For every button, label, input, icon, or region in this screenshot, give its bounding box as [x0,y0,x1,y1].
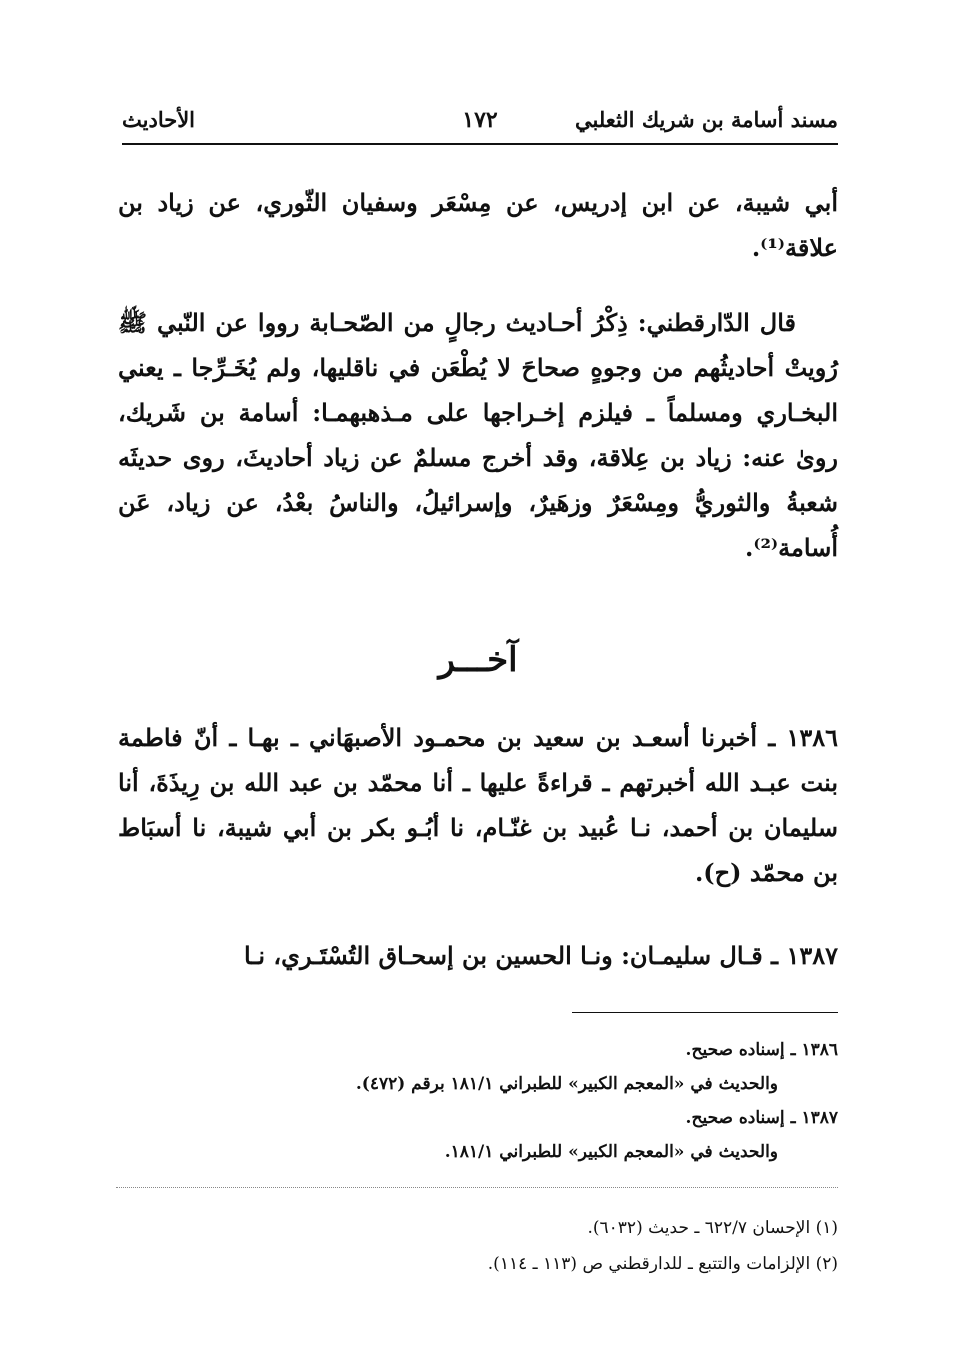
paragraph-daraqutni-quote: قال الدّارقطني: ذِكْرُ أحـاديث رجالٍ من الصّحـابة رووا عن النّبي ﷺ رُويتْ أحاديثُهم من وجوهٍ صحاحَ لا يُطْعَن في ناقليها، ولم يُخَـرِّجا ـ يعني البخـاري ومسلماً ـ فيلزم إخـراجها على مـذهبهمـا: أسامة بن شَريك، روىٰ عنه: زياد بن عِلاقة، وقد أخرج مسلمٌ عن زياد أحاديثَ، روى حديثَه شعبةُ والثوريُّ ومِسْعَرٌ وزهَيرٌ، وإسرائيلُ، والناسُ بعْدُ، عن زياد، عَن أُسامة⁽²⁾. [118,308,838,562]
grade-note-1386-source: والحديث في «المعجم الكبير» للطبراني ١٨١/١ برقم (٤٧٢). [355,1074,778,1094]
footnote-separator [572,1012,838,1013]
hadith-1387: ١٣٨٧ ـ قـال سليمـان: ونـا الحسين بن إسحـاق التُسْتَـري، نـا [244,941,838,970]
page-number: ١٧٢ [462,107,498,133]
grade-note-1387: ١٣٨٧ ـ إسناده صحيح. [685,1108,838,1128]
header-book-title: مسند أسامة بن شريك الثعلبي [575,107,838,132]
grade-note-1387-source: والحديث في «المعجم الكبير» للطبراني ١٨١/١. [444,1142,778,1162]
hadith-grading-notes [118,1033,838,1169]
footnote-1: (١) الإحسان ٦٢٢/٧ ـ حديث (٦٠٣٢). [587,1218,838,1238]
paragraph-continuation: أبي شيبة، عن ابن إدريس، عن مِسْعَر وسفيان الثّوري، عن زياد بن علاقة⁽¹⁾. [118,188,839,262]
footnotes [118,1210,838,1282]
grade-note-1386: ١٣٨٦ ـ إسناده صحيح. [685,1040,838,1060]
dotted-separator [116,1187,838,1188]
running-header [122,103,838,145]
footnote-2: (٢) الإلزامات والتتبع ـ للدارقطني ص (١١٣ ـ ١١٤). [487,1254,838,1274]
section-heading: آخـــر [438,640,518,680]
header-section-title: الأحاديث [122,107,196,132]
hadith-1386: ١٣٨٦ ـ أخبرنا أسعـد بن سعيد بن محمـود الأصبهَاني ـ بهـا ـ أنّ فاطمة بنت عبـد الله أخبرتهم ـ قراءةً عليها ـ أنا محمّد بن عبد الله بن رِيذَةَ، أنا سليمان بن أحمد، نـا عُبيد بن غنّـام، نا أبُـو بكر بن أبي شيبة، نا أسبَاط بن محمّد (ح). [118,723,838,887]
